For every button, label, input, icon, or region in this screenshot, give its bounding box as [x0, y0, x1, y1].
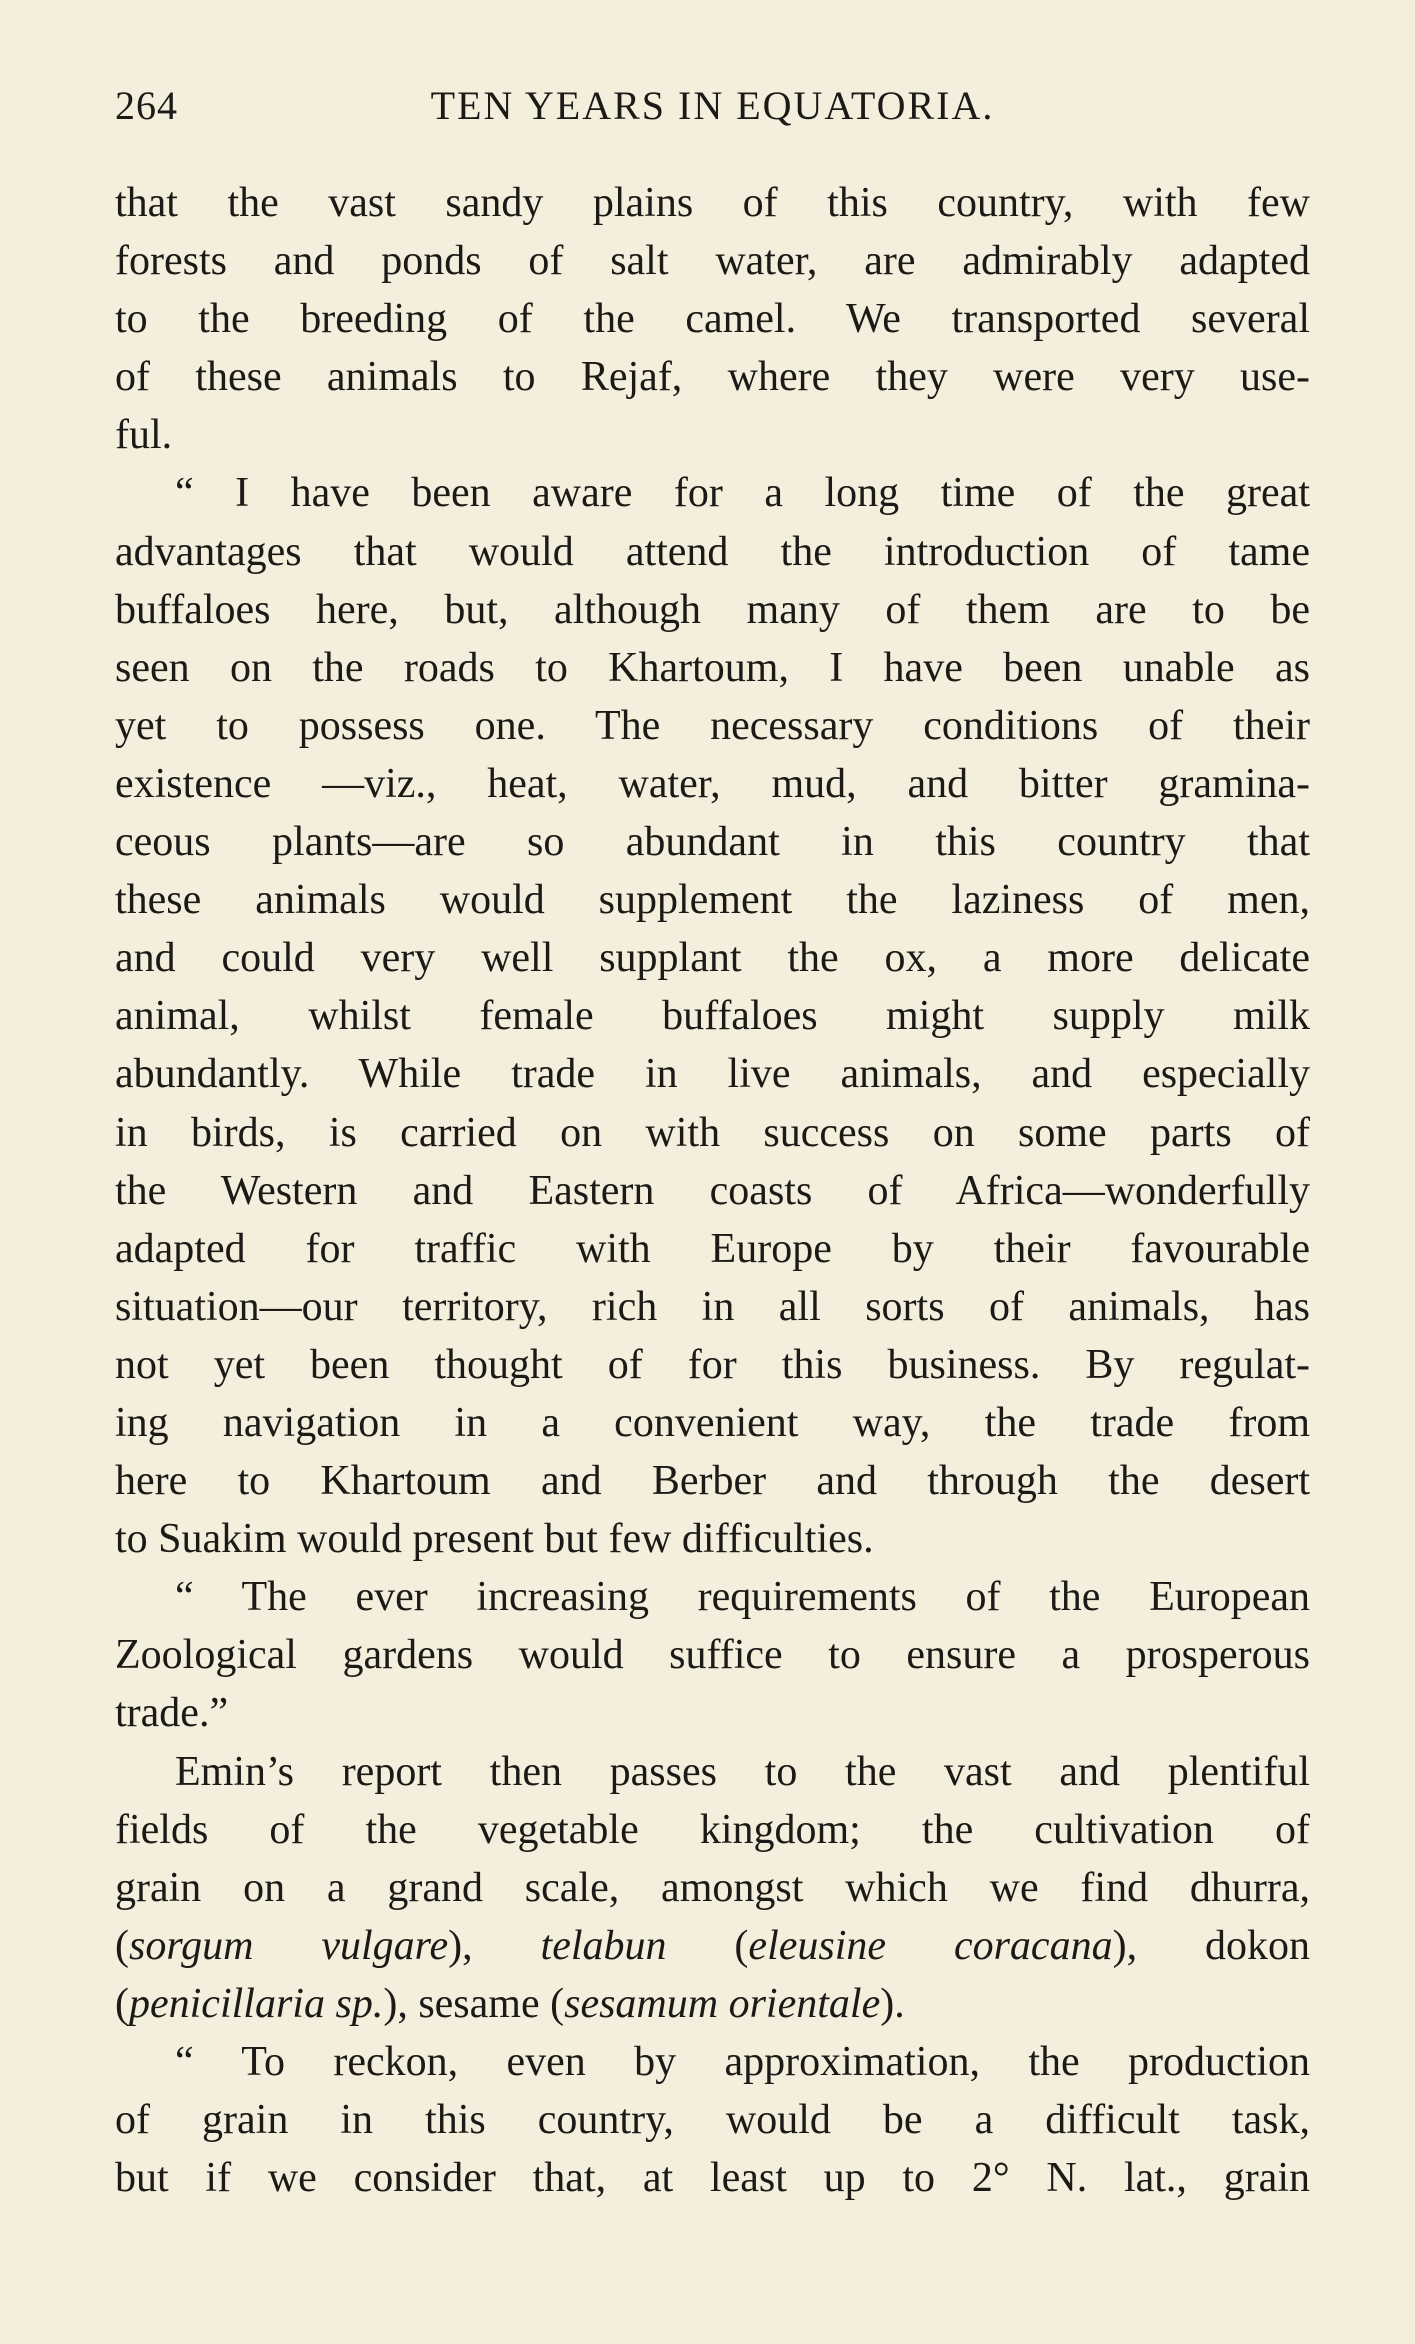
- text-line: [115, 1220, 1310, 1278]
- text-line: [115, 1859, 1310, 1917]
- text-line: [115, 813, 1310, 871]
- text-line: [115, 2149, 1310, 2207]
- text-segment: “ I have been aware for a long time of the great: [175, 470, 1310, 517]
- text-segment: to the breeding of the camel. We transported several: [115, 296, 1310, 343]
- text-segment: to Suakim would present but few difficulties.: [115, 1516, 874, 1563]
- text-line: [115, 697, 1310, 755]
- text-line: [115, 464, 1310, 522]
- text-segment: but if we consider that, at least up to 2° N. lat., grain: [115, 2155, 1310, 2202]
- text-line: [115, 1336, 1310, 1394]
- text-segment: ), sesame (: [383, 1980, 565, 2027]
- text-segment: and could very well supplant the ox, a more delicate: [115, 935, 1310, 982]
- text-line: [115, 1510, 1310, 1568]
- text-segment: here to Khartoum and Berber and through the desert: [115, 1458, 1310, 1505]
- text-line: [115, 929, 1310, 987]
- text-segment: seen on the roads to Khartoum, I have been unable as: [115, 644, 1310, 691]
- text-segment: ful.: [115, 412, 173, 459]
- text-line: [115, 581, 1310, 639]
- text-segment: animal, whilst female buffaloes might supply milk: [115, 993, 1310, 1040]
- text-line: [115, 232, 1310, 290]
- text-line: [115, 1917, 1310, 1975]
- text-segment: ceous plants—are so abundant in this country that: [115, 819, 1310, 866]
- body-text: [115, 174, 1310, 2207]
- text-line: [115, 1801, 1310, 1859]
- text-segment: buffaloes here, but, although many of them are to be: [115, 586, 1310, 633]
- text-line: [115, 871, 1310, 929]
- text-line: [115, 1743, 1310, 1801]
- text-line: [115, 1568, 1310, 1626]
- text-line: [115, 523, 1310, 581]
- text-segment: trade.”: [115, 1690, 229, 1737]
- text-line: [115, 1975, 1310, 2033]
- text-segment: Emin’s report then passes to the vast and plentiful: [175, 1748, 1310, 1795]
- text-line: [115, 348, 1310, 406]
- page-number: 264: [115, 83, 178, 128]
- text-segment: of these animals to Rejaf, where they were very use-: [115, 354, 1310, 401]
- text-segment: ).: [880, 1980, 905, 2027]
- text-line: [115, 174, 1310, 232]
- text-segment: in birds, is carried on with success on some parts of: [115, 1109, 1310, 1156]
- text-segment: grain on a grand scale, amongst which we find dhurra,: [115, 1864, 1310, 1911]
- italic-term: telabun: [540, 1922, 667, 1969]
- text-line: [115, 755, 1310, 813]
- text-segment: fields of the vegetable kingdom; the cultivation of: [115, 1806, 1310, 1853]
- text-segment: ),: [448, 1922, 541, 1969]
- text-segment: existence —viz., heat, water, mud, and bitter gramina-: [115, 760, 1310, 807]
- text-segment: yet to possess one. The necessary conditions of their: [115, 702, 1310, 749]
- book-title: TEN YEARS IN EQUATORIA.: [430, 83, 995, 128]
- italic-term: penicillaria sp.: [129, 1980, 384, 2027]
- text-line: [115, 1452, 1310, 1510]
- text-line: [115, 1278, 1310, 1336]
- text-segment: “ The ever increasing requirements of the European: [175, 1574, 1310, 1621]
- text-segment: not yet been thought of for this business. By regulat-: [115, 1341, 1310, 1388]
- text-segment: forests and ponds of salt water, are admirably adapted: [115, 238, 1310, 285]
- text-segment: ing navigation in a convenient way, the trade from: [115, 1399, 1310, 1446]
- italic-term: sorgum vulgare: [129, 1922, 449, 1969]
- text-line: [115, 1684, 1310, 1742]
- text-segment: advantages that would attend the introduction of tame: [115, 528, 1310, 575]
- text-segment: of grain in this country, would be a difficult task,: [115, 2097, 1310, 2144]
- text-line: [115, 2091, 1310, 2149]
- text-segment: Zoological gardens would suffice to ensure a prosperous: [115, 1632, 1310, 1679]
- text-segment: situation—our territory, rich in all sorts of animals, has: [115, 1283, 1310, 1330]
- italic-term: sesamum orientale: [564, 1980, 881, 2027]
- text-segment: “ To reckon, even by approximation, the production: [175, 2039, 1310, 2085]
- text-segment: abundantly. While trade in live animals, and especially: [115, 1051, 1310, 1098]
- running-head: [115, 82, 1310, 142]
- text-segment: (: [115, 1980, 129, 2027]
- text-segment: ), dokon: [1112, 1922, 1310, 1969]
- text-line: [115, 406, 1310, 464]
- text-segment: (: [666, 1922, 749, 1969]
- text-line: [115, 987, 1310, 1045]
- text-line: [115, 1045, 1310, 1103]
- text-line: [115, 1626, 1310, 1684]
- text-line: [115, 290, 1310, 348]
- text-segment: that the vast sandy plains of this country, with few: [115, 180, 1310, 226]
- text-segment: (: [115, 1922, 129, 1969]
- text-segment: adapted for traffic with Europe by their favourable: [115, 1225, 1310, 1272]
- italic-term: eleusine coracana: [748, 1922, 1113, 1969]
- text-segment: these animals would supplement the laziness of men,: [115, 877, 1310, 924]
- text-segment: the Western and Eastern coasts of Africa—wonderfully: [115, 1167, 1310, 1214]
- text-line: [115, 1162, 1310, 1220]
- text-line: [115, 1394, 1310, 1452]
- text-line: [115, 639, 1310, 697]
- text-line: [115, 1104, 1310, 1162]
- text-line: [115, 2033, 1310, 2091]
